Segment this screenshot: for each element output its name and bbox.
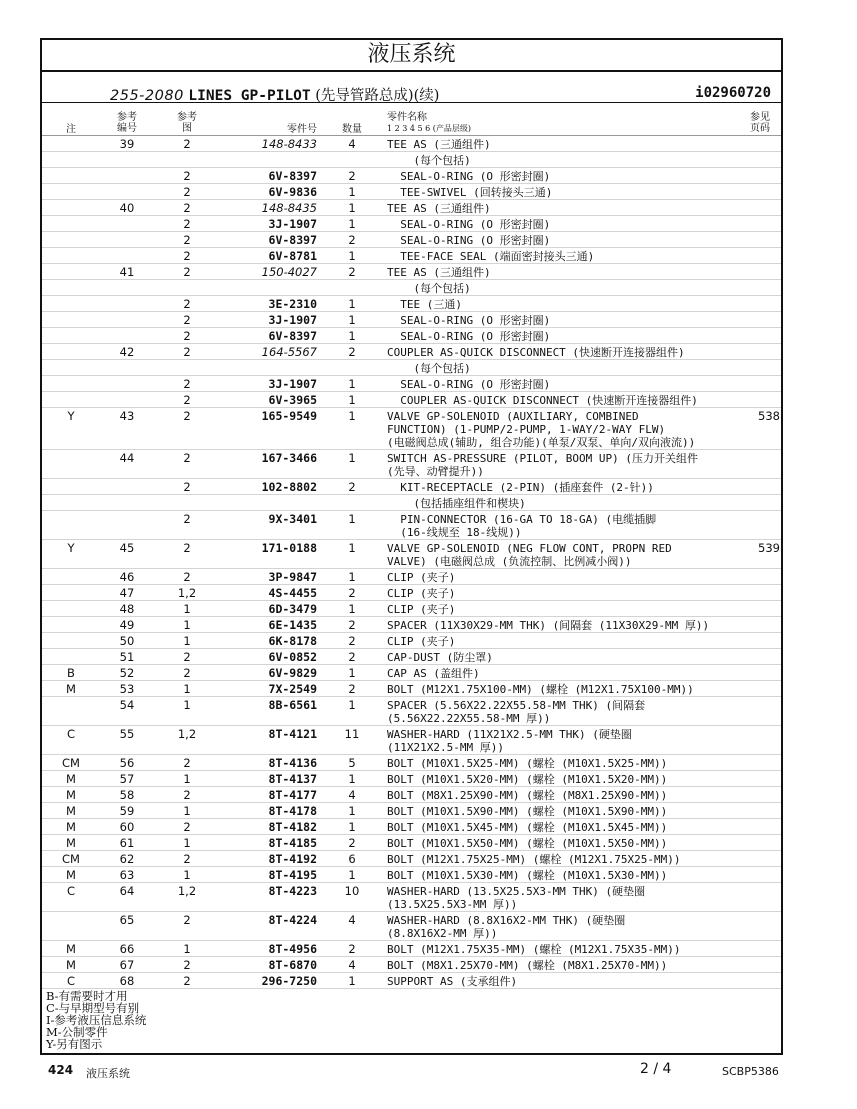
table-row (42, 617, 781, 633)
table-row (42, 755, 781, 771)
part-number-cell: 150-4027 (261, 265, 317, 279)
fig-cell: 2 (183, 958, 191, 972)
qty-cell: 1 (348, 313, 356, 327)
fig-cell: 2 (183, 265, 191, 279)
table-row (42, 681, 781, 697)
table-row (42, 883, 781, 912)
qty-cell: 1 (348, 393, 356, 407)
table-row (42, 152, 781, 168)
qty-cell: 2 (348, 836, 356, 850)
col-ref: 参考 编号 (117, 112, 137, 134)
document-id: i02960720 (695, 85, 771, 101)
part-number-cell: 3J-1907 (268, 217, 317, 231)
part-name-cell: VALVE GP-SOLENOID (NEG FLOW CONT, PROPN RED VALVE) (电磁阀总成 (负流控制、比例减小阀)) (387, 542, 672, 568)
fig-cell: 2 (183, 666, 191, 680)
qty-cell: 1 (348, 185, 356, 199)
part-name-cell: SPACER (5.56X22.22X55.58-MM THK) (间隔套 (5.56X22.22X55.58-MM 厚)) (387, 699, 646, 725)
qty-cell: 1 (348, 217, 356, 231)
table-row (42, 569, 781, 585)
qty-cell: 1 (348, 698, 356, 712)
part-name-cell: TEE-FACE SEAL (端面密封接头三通) (387, 250, 595, 263)
qty-cell: 2 (348, 586, 356, 600)
table-row (42, 495, 781, 511)
part-name-cell: WASHER-HARD (13.5X25.5X3-MM THK) (硬垫圈 (13.5X25.5X3-MM 厚)) (387, 885, 646, 911)
qty-cell: 1 (348, 804, 356, 818)
fig-cell: 1 (183, 634, 191, 648)
part-number-cell: 3P-9847 (268, 570, 317, 584)
qty-cell: 2 (348, 634, 356, 648)
fig-cell: 1,2 (177, 884, 197, 898)
ref-cell: 67 (119, 958, 135, 972)
fig-cell: 1 (183, 772, 191, 786)
qty-cell: 11 (344, 727, 360, 741)
part-number-cell: 8T-4195 (268, 868, 317, 882)
page-frame (40, 38, 783, 1055)
part-name-cell: TEE-SWIVEL (回转接头三通) (387, 186, 553, 199)
note-cell: C (66, 974, 76, 988)
part-number-cell: 8T-4136 (268, 756, 317, 770)
page-indicator: 2 / 4 (640, 1061, 672, 1077)
table-row (42, 360, 781, 376)
fig-cell: 1 (183, 682, 191, 696)
qty-cell: 5 (348, 756, 356, 770)
qty-cell: 10 (344, 884, 360, 898)
table-row (42, 867, 781, 883)
see-page-cell: 538 (758, 409, 780, 423)
part-name-cell: BOLT (M10X1.5X90-MM) (螺栓 (M10X1.5X90-MM)) (387, 805, 668, 818)
fig-cell: 2 (183, 409, 191, 423)
table-row (42, 511, 781, 540)
table-row (42, 957, 781, 973)
qty-cell: 6 (348, 852, 356, 866)
note-cell: C (66, 884, 76, 898)
qty-cell: 1 (348, 201, 356, 215)
fig-cell: 2 (183, 913, 191, 927)
table-row (42, 835, 781, 851)
part-number-cell: 6D-3479 (268, 602, 317, 616)
note-cell: M (66, 820, 76, 834)
ref-cell: 56 (119, 756, 135, 770)
ref-cell: 63 (119, 868, 135, 882)
fig-cell: 2 (183, 541, 191, 555)
note-cell: M (66, 788, 76, 802)
part-name-cell: BOLT (M12X1.75X25-MM) (螺栓 (M12X1.75X25-MM)) (387, 853, 681, 866)
qty-cell: 1 (348, 512, 356, 526)
qty-cell: 1 (348, 868, 356, 882)
part-name-cell: CLIP (夹子) (387, 571, 456, 584)
fig-cell: 1 (183, 942, 191, 956)
table-row (42, 392, 781, 408)
part-name-cell: BOLT (M8X1.25X90-MM) (螺栓 (M8X1.25X90-MM)) (387, 789, 668, 802)
table-row (42, 344, 781, 360)
part-name-cell: SEAL-O-RING (O 形密封圈) (387, 314, 551, 327)
qty-cell: 1 (348, 666, 356, 680)
part-number-cell: 6E-1435 (268, 618, 317, 632)
part-number-cell: 102-8802 (261, 480, 317, 494)
qty-cell: 1 (348, 541, 356, 555)
part-number-cell: 8T-4956 (268, 942, 317, 956)
part-name-cell: BOLT (M10X1.5X50-MM) (螺栓 (M10X1.5X50-MM)) (387, 837, 668, 850)
part-name-cell: CAP-DUST (防尘罩) (387, 651, 493, 664)
qty-cell: 2 (348, 169, 356, 183)
table-row (42, 601, 781, 617)
qty-cell: 1 (348, 249, 356, 263)
part-number-cell: 3J-1907 (268, 377, 317, 391)
legend-item: I-参考液压信息系统 (46, 1013, 147, 1027)
fig-cell: 2 (183, 313, 191, 327)
table-row (42, 248, 781, 264)
part-name-cell: SEAL-O-RING (O 形密封圈) (387, 378, 551, 391)
part-name-cell: BOLT (M8X1.25X70-MM) (螺栓 (M8X1.25X70-MM)) (387, 959, 668, 972)
ref-cell: 45 (119, 541, 135, 555)
note-cell: M (66, 958, 76, 972)
part-name-cell: VALVE GP-SOLENOID (AUXILIARY, COMBINED FUNCTION) (1-PUMP/2-PUMP, 1-WAY/2-WAY FLW) (电磁阀总成(辅助, 组合功能)(单泵/双泵、单向/双向液流)) (387, 410, 696, 449)
qty-cell: 1 (348, 377, 356, 391)
table-row (42, 200, 781, 216)
fig-cell: 1 (183, 698, 191, 712)
part-name-cell: COUPLER AS-QUICK DISCONNECT (快速断开连接器组件) (387, 394, 698, 407)
part-name-cell: (每个包括) (387, 154, 471, 167)
ref-cell: 46 (119, 570, 135, 584)
part-number-cell: 171-0188 (261, 541, 317, 555)
fig-cell: 2 (183, 756, 191, 770)
fig-cell: 1,2 (177, 727, 197, 741)
note-cell: CM (62, 756, 80, 770)
document-code: SCBP5386 (722, 1065, 779, 1078)
note-cell: M (66, 804, 76, 818)
ref-cell: 47 (119, 586, 135, 600)
part-number-cell: 6V-8397 (268, 329, 317, 343)
note-cell: M (66, 836, 76, 850)
part-number-cell: 8T-4182 (268, 820, 317, 834)
fig-cell: 2 (183, 233, 191, 247)
legend-item: C-与早期型号有别 (46, 1001, 140, 1015)
note-cell: M (66, 682, 76, 696)
qty-cell: 2 (348, 345, 356, 359)
fig-cell: 2 (183, 345, 191, 359)
ref-cell: 52 (119, 666, 135, 680)
header-rule (42, 102, 781, 103)
part-name-cell: BOLT (M10X1.5X25-MM) (螺栓 (M10X1.5X25-MM)) (387, 757, 668, 770)
part-name-cell: WASHER-HARD (11X21X2.5-MM THK) (硬垫圈 (11X21X2.5-MM 厚)) (387, 728, 632, 754)
ref-cell: 50 (119, 634, 135, 648)
fig-cell: 1 (183, 868, 191, 882)
part-name-cell: SUPPORT AS (支承组件) (387, 975, 518, 988)
table-row (42, 649, 781, 665)
part-number-cell: 6V-3965 (268, 393, 317, 407)
note-cell: Y (67, 409, 75, 423)
qty-cell: 2 (348, 480, 356, 494)
part-number-cell: 6K-8178 (268, 634, 317, 648)
table-row (42, 135, 781, 152)
qty-cell: 2 (348, 265, 356, 279)
table-row (42, 697, 781, 726)
part-number-cell: 296-7250 (261, 974, 317, 988)
table-row (42, 803, 781, 819)
part-number-cell: 6V-0852 (268, 650, 317, 664)
parts-table (42, 135, 781, 989)
ref-cell: 54 (119, 698, 135, 712)
table-row (42, 851, 781, 867)
qty-cell: 1 (348, 602, 356, 616)
qty-cell: 4 (348, 137, 356, 151)
part-number-cell: 3J-1907 (268, 313, 317, 327)
part-name-cell: WASHER-HARD (8.8X16X2-MM THK) (硬垫圈 (8.8X16X2-MM 厚)) (387, 914, 626, 940)
col-see-page: 参见 页码 (750, 112, 770, 134)
note-cell: M (66, 942, 76, 956)
part-name-cell: CLIP (夹子) (387, 603, 456, 616)
part-number-cell: 8T-4121 (268, 727, 317, 741)
qty-cell: 4 (348, 913, 356, 927)
qty-cell: 1 (348, 820, 356, 834)
ref-cell: 40 (119, 201, 135, 215)
table-row (42, 726, 781, 755)
part-number-cell: 148-8433 (261, 137, 317, 151)
part-number-cell: 164-5567 (261, 345, 317, 359)
note-cell: CM (62, 852, 80, 866)
part-name-cell: (包括插座组件和楔块) (387, 497, 526, 510)
col-fig: 参考 图 (177, 112, 197, 134)
table-row (42, 479, 781, 495)
qty-cell: 1 (348, 329, 356, 343)
table-row (42, 296, 781, 312)
table-row (42, 787, 781, 803)
qty-cell: 1 (348, 409, 356, 423)
part-name-cell: SWITCH AS-PRESSURE (PILOT, BOOM UP) (压力开关组件 (先导、动臂提升)) (387, 452, 699, 478)
qty-cell: 2 (348, 618, 356, 632)
ref-cell: 65 (119, 913, 135, 927)
part-number-cell: 6V-8397 (268, 233, 317, 247)
table-row (42, 312, 781, 328)
table-row (42, 328, 781, 344)
ref-cell: 44 (119, 451, 135, 465)
part-name-cell: BOLT (M10X1.5X45-MM) (螺栓 (M10X1.5X45-MM)) (387, 821, 668, 834)
part-name-cell: SPACER (11X30X29-MM THK) (间隔套 (11X30X29-MM 厚)) (387, 619, 710, 632)
table-row (42, 633, 781, 649)
part-number-cell: 167-3466 (261, 451, 317, 465)
table-row (42, 771, 781, 787)
table-row (42, 280, 781, 296)
fig-cell: 1 (183, 602, 191, 616)
qty-cell: 2 (348, 682, 356, 696)
fig-cell: 2 (183, 169, 191, 183)
qty-cell: 2 (348, 942, 356, 956)
fig-cell: 2 (183, 329, 191, 343)
table-row (42, 232, 781, 248)
col-name: 零件名称 1 2 3 4 5 6 (产品层级) (387, 112, 472, 133)
part-number-cell: 9X-3401 (268, 512, 317, 526)
part-name-cell: CLIP (夹子) (387, 635, 456, 648)
part-name-cell: SEAL-O-RING (O 形密封圈) (387, 170, 551, 183)
part-number-cell: 8B-6561 (268, 698, 317, 712)
fig-cell: 1 (183, 836, 191, 850)
table-row (42, 540, 781, 569)
table-row (42, 408, 781, 450)
ref-cell: 43 (119, 409, 135, 423)
qty-cell: 4 (348, 958, 356, 972)
table-row (42, 216, 781, 232)
table-row (42, 585, 781, 601)
fig-cell: 2 (183, 249, 191, 263)
legend-item: Y-另有图示 (46, 1037, 103, 1051)
part-name-cell: BOLT (M10X1.5X20-MM) (螺栓 (M10X1.5X20-MM)) (387, 773, 668, 786)
fig-cell: 2 (183, 137, 191, 151)
col-part-no: 零件号 (287, 124, 317, 135)
table-row (42, 450, 781, 479)
qty-cell: 4 (348, 788, 356, 802)
part-number-cell: 8T-4185 (268, 836, 317, 850)
ref-cell: 39 (119, 137, 135, 151)
table-row (42, 376, 781, 392)
ref-cell: 68 (119, 974, 135, 988)
notes-legend (46, 990, 146, 1050)
part-number-cell: 6V-8781 (268, 249, 317, 263)
note-cell: M (66, 868, 76, 882)
part-number-cell: 7X-2549 (268, 682, 317, 696)
part-name-cell: SEAL-O-RING (O 形密封圈) (387, 218, 551, 231)
fig-cell: 1,2 (177, 586, 197, 600)
part-number-cell: 8T-4177 (268, 788, 317, 802)
fig-cell: 2 (183, 974, 191, 988)
fig-cell: 2 (183, 297, 191, 311)
section-title: 液压系统 (42, 40, 781, 72)
note-cell: B (67, 666, 75, 680)
part-number-cell: 6V-9836 (268, 185, 317, 199)
part-name-cell: CLIP (夹子) (387, 587, 456, 600)
assembly-header (42, 72, 781, 144)
ref-cell: 61 (119, 836, 135, 850)
fig-cell: 2 (183, 377, 191, 391)
fig-cell: 2 (183, 217, 191, 231)
table-row (42, 912, 781, 941)
ref-cell: 53 (119, 682, 135, 696)
part-number-cell: 8T-4137 (268, 772, 317, 786)
qty-cell: 1 (348, 297, 356, 311)
ref-cell: 41 (119, 265, 135, 279)
qty-cell: 1 (348, 451, 356, 465)
fig-cell: 2 (183, 185, 191, 199)
part-name-cell: COUPLER AS-QUICK DISCONNECT (快速断开连接器组件) (387, 346, 685, 359)
fig-cell: 2 (183, 650, 191, 664)
col-qty: 数量 (342, 124, 362, 135)
table-row (42, 941, 781, 957)
table-row (42, 168, 781, 184)
fig-cell: 2 (183, 788, 191, 802)
part-number-cell: 8T-4223 (268, 884, 317, 898)
qty-cell: 1 (348, 570, 356, 584)
fig-cell: 1 (183, 618, 191, 632)
part-name-cell: SEAL-O-RING (O 形密封圈) (387, 330, 551, 343)
fig-cell: 2 (183, 451, 191, 465)
part-name-cell: BOLT (M12X1.75X100-MM) (螺栓 (M12X1.75X100-MM)) (387, 683, 694, 696)
part-name-cell: TEE AS (三通组件) (387, 138, 491, 151)
table-row (42, 819, 781, 835)
ref-cell: 57 (119, 772, 135, 786)
part-name-cell: (每个包括) (387, 282, 471, 295)
qty-cell: 1 (348, 974, 356, 988)
part-name-cell: PIN-CONNECTOR (16-GA TO 18-GA) (电缆插脚 (16-线规至 18-线规)) (400, 513, 657, 539)
part-name-cell: BOLT (M12X1.75X35-MM) (螺栓 (M12X1.75X35-MM)) (387, 943, 681, 956)
ref-cell: 60 (119, 820, 135, 834)
part-name-cell: TEE (三通) (387, 298, 462, 311)
fig-cell: 2 (183, 570, 191, 584)
see-page-cell: 539 (758, 541, 780, 555)
ref-cell: 48 (119, 602, 135, 616)
ref-cell: 66 (119, 942, 135, 956)
part-number-cell: 8T-4192 (268, 852, 317, 866)
page-number: 424 (48, 1063, 74, 1077)
ref-cell: 59 (119, 804, 135, 818)
part-number-cell: 8T-4178 (268, 804, 317, 818)
fig-cell: 2 (183, 480, 191, 494)
ref-cell: 62 (119, 852, 135, 866)
ref-cell: 55 (119, 727, 135, 741)
legend-item: B-有需要时才用 (46, 989, 128, 1003)
note-cell: C (66, 727, 76, 741)
assembly-name: LINES GP-PILOT (188, 88, 311, 104)
ref-cell: 42 (119, 345, 135, 359)
part-name-cell: SEAL-O-RING (O 形密封圈) (387, 234, 551, 247)
part-name-cell: BOLT (M10X1.5X30-MM) (螺栓 (M10X1.5X30-MM)) (387, 869, 668, 882)
assembly-chinese: (先导管路总成)(续) (315, 88, 440, 104)
qty-cell: 2 (348, 650, 356, 664)
fig-cell: 2 (183, 852, 191, 866)
fig-cell: 2 (183, 512, 191, 526)
ref-cell: 51 (119, 650, 135, 664)
assembly-number: 255-2080 (110, 88, 184, 104)
part-number-cell: 8T-4224 (268, 913, 317, 927)
legend-item: M-公制零件 (46, 1025, 108, 1039)
footer-title: 液压系统 (86, 1067, 130, 1080)
col-note: 注 (66, 124, 76, 135)
qty-cell: 2 (348, 233, 356, 247)
part-name-cell: (每个包括) (387, 362, 471, 375)
fig-cell: 2 (183, 201, 191, 215)
part-name-cell: CAP AS (盖组件) (387, 667, 480, 680)
table-row (42, 973, 781, 989)
fig-cell: 1 (183, 804, 191, 818)
fig-cell: 2 (183, 393, 191, 407)
part-number-cell: 6V-9829 (268, 666, 317, 680)
ref-cell: 64 (119, 884, 135, 898)
part-name-cell: TEE AS (三通组件) (387, 202, 491, 215)
note-cell: M (66, 772, 76, 786)
qty-cell: 1 (348, 772, 356, 786)
part-number-cell: 3E-2310 (268, 297, 317, 311)
ref-cell: 58 (119, 788, 135, 802)
part-number-cell: 148-8435 (261, 201, 317, 215)
part-number-cell: 4S-4455 (268, 586, 317, 600)
fig-cell: 2 (183, 820, 191, 834)
part-number-cell: 8T-6870 (268, 958, 317, 972)
part-number-cell: 165-9549 (261, 409, 317, 423)
table-row (42, 665, 781, 681)
part-number-cell: 6V-8397 (268, 169, 317, 183)
part-name-cell: KIT-RECEPTACLE (2-PIN) (插座套件 (2-针)) (387, 481, 654, 494)
note-cell: Y (67, 541, 75, 555)
part-name-cell: TEE AS (三通组件) (387, 266, 491, 279)
ref-cell: 49 (119, 618, 135, 632)
table-row (42, 264, 781, 280)
table-row (42, 184, 781, 200)
